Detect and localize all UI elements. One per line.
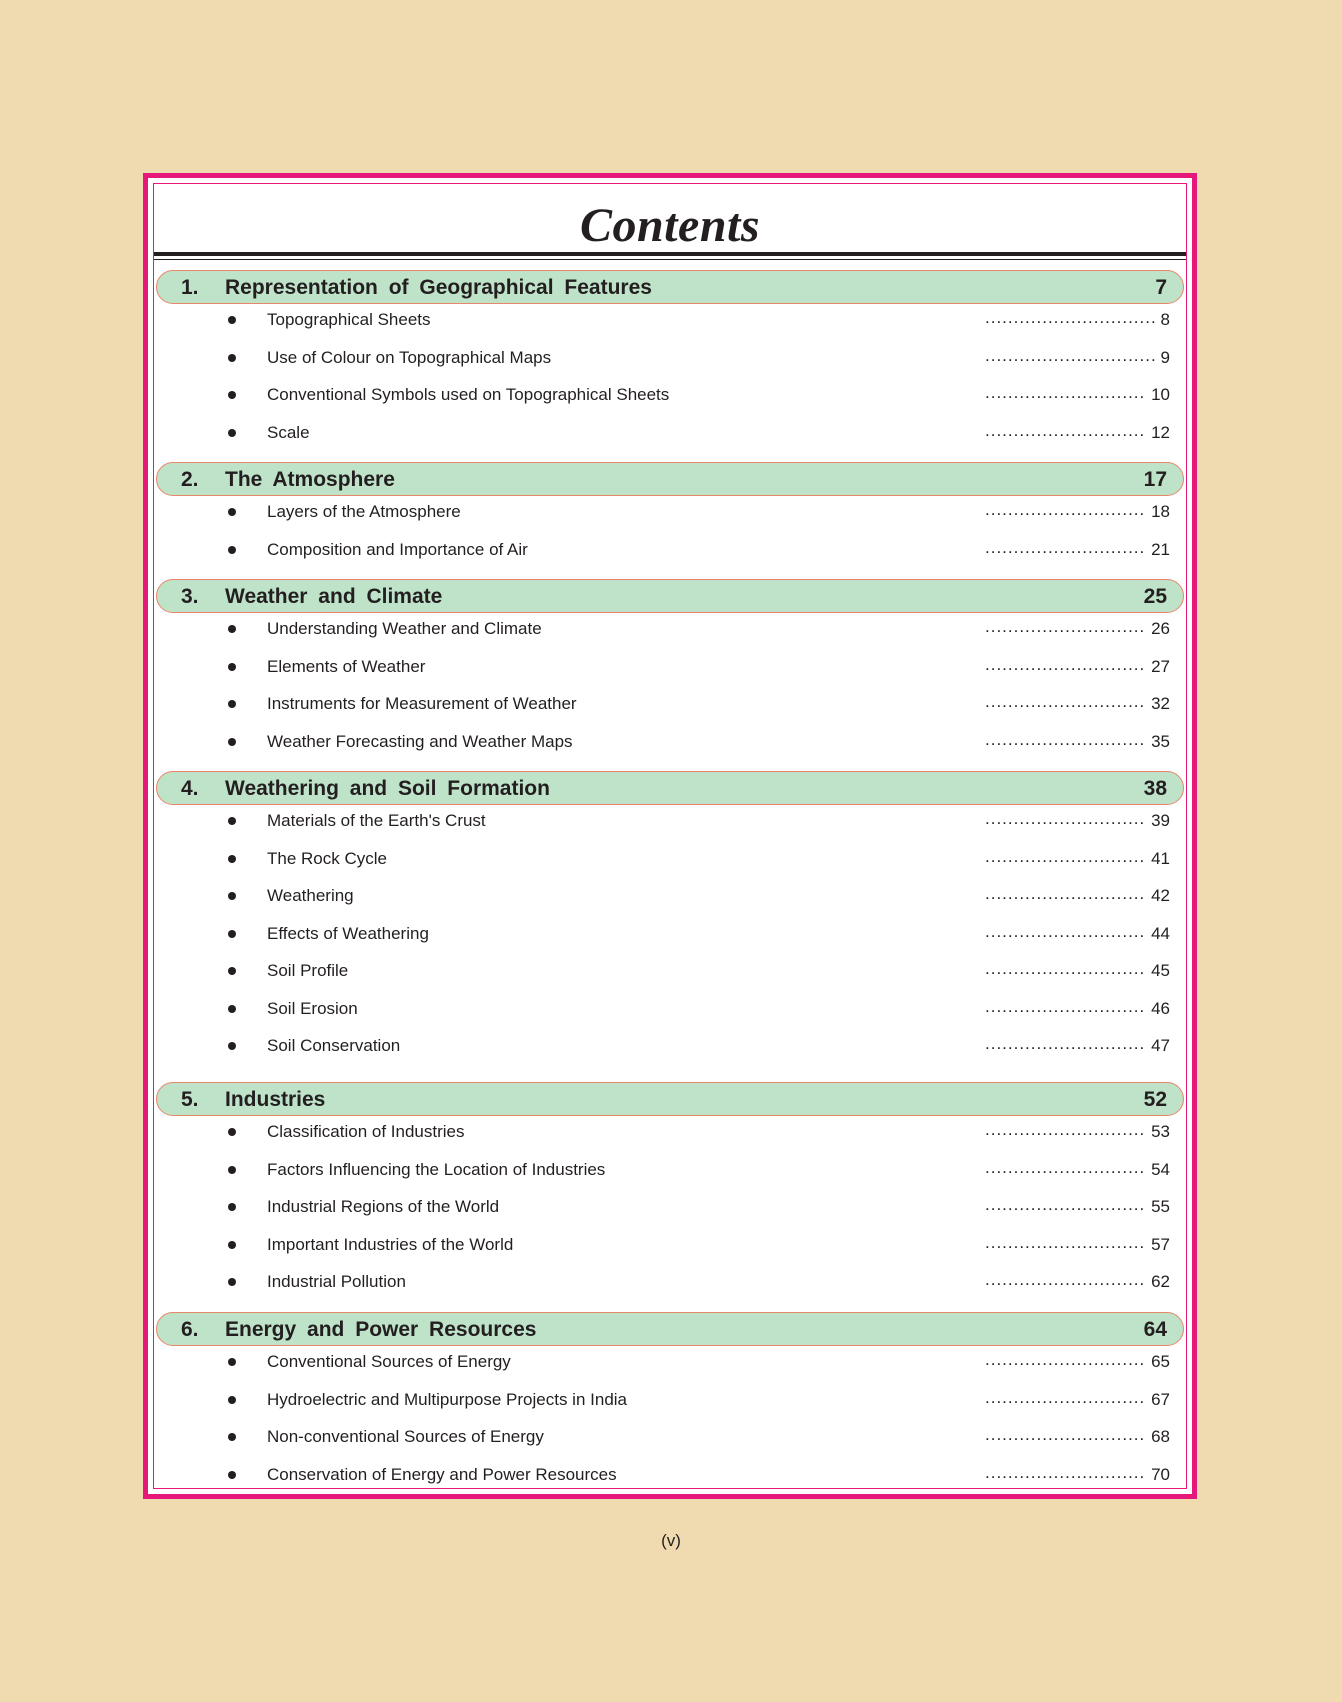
- topic-row[interactable]: [154, 811, 1186, 839]
- topic-page-number: 46: [1151, 998, 1170, 1018]
- topic-label: Soil Profile: [267, 961, 349, 980]
- topic-row[interactable]: [154, 537, 1186, 568]
- chapter-page-number: 38: [1143, 777, 1167, 800]
- contents-frame: [143, 173, 1197, 1499]
- dot-leader: ............................: [985, 809, 1146, 828]
- topic-page-number: 21: [1151, 539, 1170, 559]
- bullet-icon: [228, 700, 236, 708]
- topic-page-number: 62: [1151, 1272, 1170, 1291]
- topic-label: Understanding Weather and Climate: [267, 619, 542, 638]
- dot-leader: ............................: [985, 692, 1146, 711]
- topic-page-number: 57: [1151, 1234, 1170, 1254]
- bullet-icon: [228, 1358, 236, 1366]
- dot-leader: ............................: [985, 1232, 1146, 1252]
- bullet-icon: [228, 1005, 236, 1013]
- topic-label: Conventional Symbols used on Topographical Sheets: [267, 385, 670, 404]
- dot-leader: ............................: [985, 500, 1146, 519]
- dot-leader: ............................: [985, 420, 1146, 440]
- topic-row[interactable]: [154, 1157, 1186, 1188]
- chapter-number: 5.: [181, 1088, 199, 1111]
- topic-row[interactable]: [154, 619, 1186, 647]
- topic-label: Important Industries of the World: [267, 1234, 514, 1254]
- chapter-title: Industries: [225, 1088, 326, 1111]
- topic-page-number: 44: [1151, 923, 1170, 943]
- topic-row[interactable]: [154, 345, 1186, 376]
- chapter-number: 3.: [181, 585, 199, 608]
- dot-leader: ............................: [985, 537, 1146, 557]
- chapter-number: 6.: [181, 1318, 199, 1341]
- topic-label: Use of Colour on Topographical Maps: [267, 347, 552, 367]
- bullet-icon: [228, 1396, 236, 1404]
- bullet-icon: [228, 817, 236, 825]
- dot-leader: ............................: [985, 1034, 1146, 1053]
- topic-label: Soil Erosion: [267, 998, 358, 1018]
- topic-row[interactable]: [154, 654, 1186, 685]
- bullet-icon: [228, 429, 236, 437]
- chapter-title: Weather and Climate: [225, 585, 443, 608]
- topic-page-number: 41: [1151, 848, 1170, 868]
- dot-leader: ............................: [985, 617, 1146, 636]
- chapter-page-number: 25: [1143, 585, 1167, 608]
- chapter-page-number: 64: [1143, 1318, 1167, 1341]
- dot-leader: ............................: [985, 884, 1146, 903]
- topic-page-number: 18: [1151, 502, 1170, 521]
- topic-row[interactable]: [154, 1462, 1186, 1493]
- topic-label: The Rock Cycle: [267, 848, 387, 868]
- chapter-title: Representation of Geographical Features: [225, 276, 652, 299]
- topic-row[interactable]: [154, 921, 1186, 952]
- dot-leader: ............................: [985, 1195, 1146, 1214]
- topic-page-number: 8: [1160, 310, 1170, 329]
- topic-page-number: 35: [1151, 731, 1170, 751]
- topic-page-number: 53: [1151, 1122, 1170, 1141]
- topic-page-number: 12: [1151, 422, 1170, 442]
- topic-row[interactable]: [154, 729, 1186, 760]
- chapter-page-number: 7: [1155, 276, 1167, 299]
- bullet-icon: [228, 508, 236, 516]
- dot-leader: ............................: [985, 729, 1146, 749]
- topic-row[interactable]: [154, 420, 1186, 451]
- bullet-icon: [228, 316, 236, 324]
- topic-row[interactable]: [154, 886, 1186, 914]
- topic-page-number: 70: [1151, 1464, 1170, 1484]
- topic-page-number: 55: [1151, 1197, 1170, 1216]
- bullet-icon: [228, 1042, 236, 1050]
- dot-leader: ............................: [985, 383, 1146, 402]
- topic-row[interactable]: [154, 694, 1186, 722]
- bullet-icon: [228, 1128, 236, 1136]
- topic-label: Effects of Weathering: [267, 923, 429, 943]
- dot-leader: ............................: [985, 959, 1146, 978]
- topic-page-number: 45: [1151, 961, 1170, 980]
- topic-page-number: 26: [1151, 619, 1170, 638]
- topic-row[interactable]: [154, 961, 1186, 989]
- topic-row[interactable]: [154, 1036, 1186, 1064]
- dot-leader: ............................: [985, 1270, 1146, 1289]
- topic-label: Topographical Sheets: [267, 310, 431, 329]
- topic-label: Weathering: [267, 886, 354, 905]
- topic-label: Materials of the Earth's Crust: [267, 811, 486, 830]
- topic-label: Scale: [267, 422, 310, 442]
- topic-label: Conventional Sources of Energy: [267, 1352, 511, 1371]
- bullet-icon: [228, 855, 236, 863]
- chapter-row[interactable]: [156, 771, 1184, 805]
- topic-label: Soil Conservation: [267, 1036, 401, 1055]
- bullet-icon: [228, 625, 236, 633]
- bullet-icon: [228, 892, 236, 900]
- topic-label: Layers of the Atmosphere: [267, 502, 461, 521]
- chapter-row[interactable]: [156, 1312, 1184, 1346]
- topic-label: Conservation of Energy and Power Resources: [267, 1464, 617, 1484]
- chapter-row[interactable]: [156, 579, 1184, 613]
- title-rule-thin: [154, 259, 1186, 260]
- topic-row[interactable]: [154, 1232, 1186, 1263]
- topic-page-number: 39: [1151, 811, 1170, 830]
- bullet-icon: [228, 546, 236, 554]
- chapter-title: Energy and Power Resources: [225, 1318, 537, 1341]
- bullet-icon: [228, 1166, 236, 1174]
- dot-leader: ............................: [985, 1157, 1146, 1177]
- bullet-icon: [228, 1203, 236, 1211]
- topic-page-number: 42: [1151, 886, 1170, 905]
- bullet-icon: [228, 967, 236, 975]
- dot-leader: ..............................: [985, 308, 1157, 327]
- chapter-number: 4.: [181, 777, 199, 800]
- chapter-page-number: 17: [1143, 468, 1167, 491]
- contents-inner-frame: [153, 183, 1187, 1489]
- bullet-icon: [228, 391, 236, 399]
- chapter-number: 1.: [181, 276, 199, 299]
- topic-row[interactable]: [154, 502, 1186, 530]
- topic-row[interactable]: [154, 310, 1186, 338]
- bullet-icon: [228, 930, 236, 938]
- bullet-icon: [228, 1471, 236, 1479]
- bullet-icon: [228, 663, 236, 671]
- chapter-row[interactable]: [156, 1082, 1184, 1116]
- chapter-row[interactable]: [156, 462, 1184, 496]
- topic-page-number: 32: [1151, 694, 1170, 713]
- topic-label: Factors Influencing the Location of Industries: [267, 1159, 606, 1179]
- dot-leader: ............................: [985, 921, 1146, 941]
- topic-row[interactable]: [154, 385, 1186, 413]
- topic-label: Composition and Importance of Air: [267, 539, 528, 559]
- topic-label: Elements of Weather: [267, 656, 426, 676]
- topic-page-number: 67: [1151, 1389, 1170, 1409]
- chapter-title: The Atmosphere: [225, 468, 395, 491]
- topic-page-number: 47: [1151, 1036, 1170, 1055]
- bullet-icon: [228, 354, 236, 362]
- topic-label: Classification of Industries: [267, 1122, 465, 1141]
- topic-page-number: 10: [1151, 385, 1170, 404]
- bullet-icon: [228, 1278, 236, 1286]
- topic-row[interactable]: [154, 1197, 1186, 1225]
- topic-row[interactable]: [154, 996, 1186, 1027]
- topic-label: Industrial Regions of the World: [267, 1197, 500, 1216]
- bullet-icon: [228, 738, 236, 746]
- bullet-icon: [228, 1433, 236, 1441]
- dot-leader: ............................: [985, 654, 1146, 674]
- topic-row[interactable]: [154, 1387, 1186, 1418]
- topic-label: Weather Forecasting and Weather Maps: [267, 731, 573, 751]
- chapter-number: 2.: [181, 468, 199, 491]
- topic-page-number: 27: [1151, 656, 1170, 676]
- topic-label: Industrial Pollution: [267, 1272, 406, 1291]
- page-number-footer: (v): [661, 1531, 681, 1550]
- page-title: Contents: [579, 199, 761, 252]
- topic-label: Non-conventional Sources of Energy: [267, 1427, 544, 1446]
- topic-page-number: 68: [1151, 1427, 1170, 1446]
- dot-leader: ............................: [985, 1120, 1146, 1139]
- chapter-row[interactable]: [156, 270, 1184, 304]
- topic-page-number: 9: [1160, 347, 1170, 367]
- dot-leader: ..............................: [985, 345, 1157, 365]
- topic-row[interactable]: [154, 1122, 1186, 1150]
- dot-leader: ............................: [985, 1350, 1146, 1369]
- topic-row[interactable]: [154, 846, 1186, 877]
- chapter-title: Weathering and Soil Formation: [225, 777, 550, 800]
- topic-page-number: 54: [1151, 1159, 1170, 1179]
- topic-label: Hydroelectric and Multipurpose Projects in India: [267, 1389, 628, 1409]
- topic-row[interactable]: [154, 1352, 1186, 1380]
- bullet-icon: [228, 1241, 236, 1249]
- chapter-page-number: 52: [1143, 1088, 1167, 1111]
- topic-label: Instruments for Measurement of Weather: [267, 694, 577, 713]
- topic-row[interactable]: [154, 1272, 1186, 1300]
- title-rule: [154, 252, 1186, 256]
- dot-leader: ............................: [985, 846, 1146, 866]
- dot-leader: ............................: [985, 1387, 1146, 1407]
- topic-row[interactable]: [154, 1427, 1186, 1455]
- dot-leader: ............................: [985, 1425, 1146, 1444]
- dot-leader: ............................: [985, 1462, 1146, 1482]
- dot-leader: ............................: [985, 996, 1146, 1016]
- topic-page-number: 65: [1151, 1352, 1170, 1371]
